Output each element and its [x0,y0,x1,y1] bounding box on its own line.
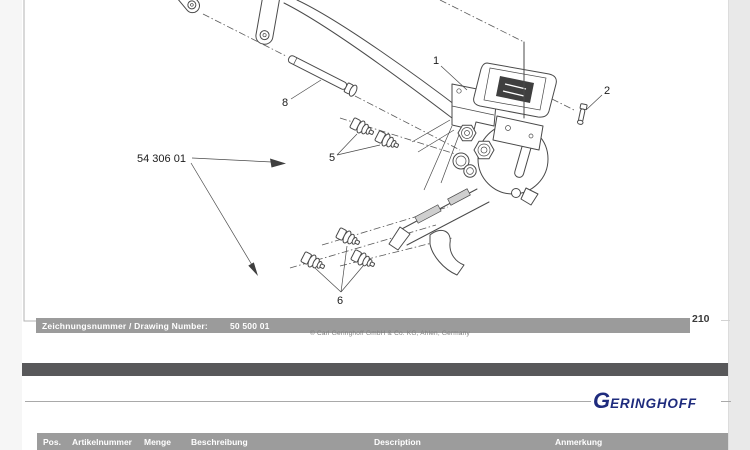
column-header-menge: Menge [144,437,171,447]
column-header-beschreibung: Beschreibung [191,437,248,447]
callout-part-2: 2 [603,85,611,97]
fittings-part-6 [300,227,377,273]
link-arm-upper-left [161,0,203,15]
drawing-frame-border [24,0,37,321]
copyright-line: © Carl Geringhoff GmbH & Co. KG, Ahlen, Germany [309,330,471,337]
column-header-artikelnummer: Artikelnummer [72,437,132,447]
callout-part-8: 8 [281,97,289,109]
housing-arm [389,120,489,275]
logo-initial: G [593,388,611,413]
parts-table-header-row [37,433,728,450]
geringhoff-logo [593,390,723,413]
bolt-part-8 [286,53,358,98]
link-arm-center [255,0,283,45]
page-number: 210 [692,313,710,325]
page-gap-separator [22,363,728,376]
column-header-pos: Pos. [43,437,61,447]
callout-part-5: 5 [328,152,336,164]
callout-part-1: 1 [432,55,440,67]
header-rule-line [25,401,591,402]
assembly-number-label: 54 306 01 [137,153,186,165]
logo-rest: ERINGHOFF [610,396,697,411]
column-header-anmerkung: Anmerkung [555,437,603,447]
column-header-description: Description [374,437,421,447]
page-corner-tick [721,320,730,321]
drawing-number-label: Zeichnungsnummer / Drawing Number: [42,320,208,331]
screw-part-2 [577,104,588,125]
callout-part-6: 6 [336,295,344,307]
drawing-number-value: 50 500 01 [229,320,270,331]
